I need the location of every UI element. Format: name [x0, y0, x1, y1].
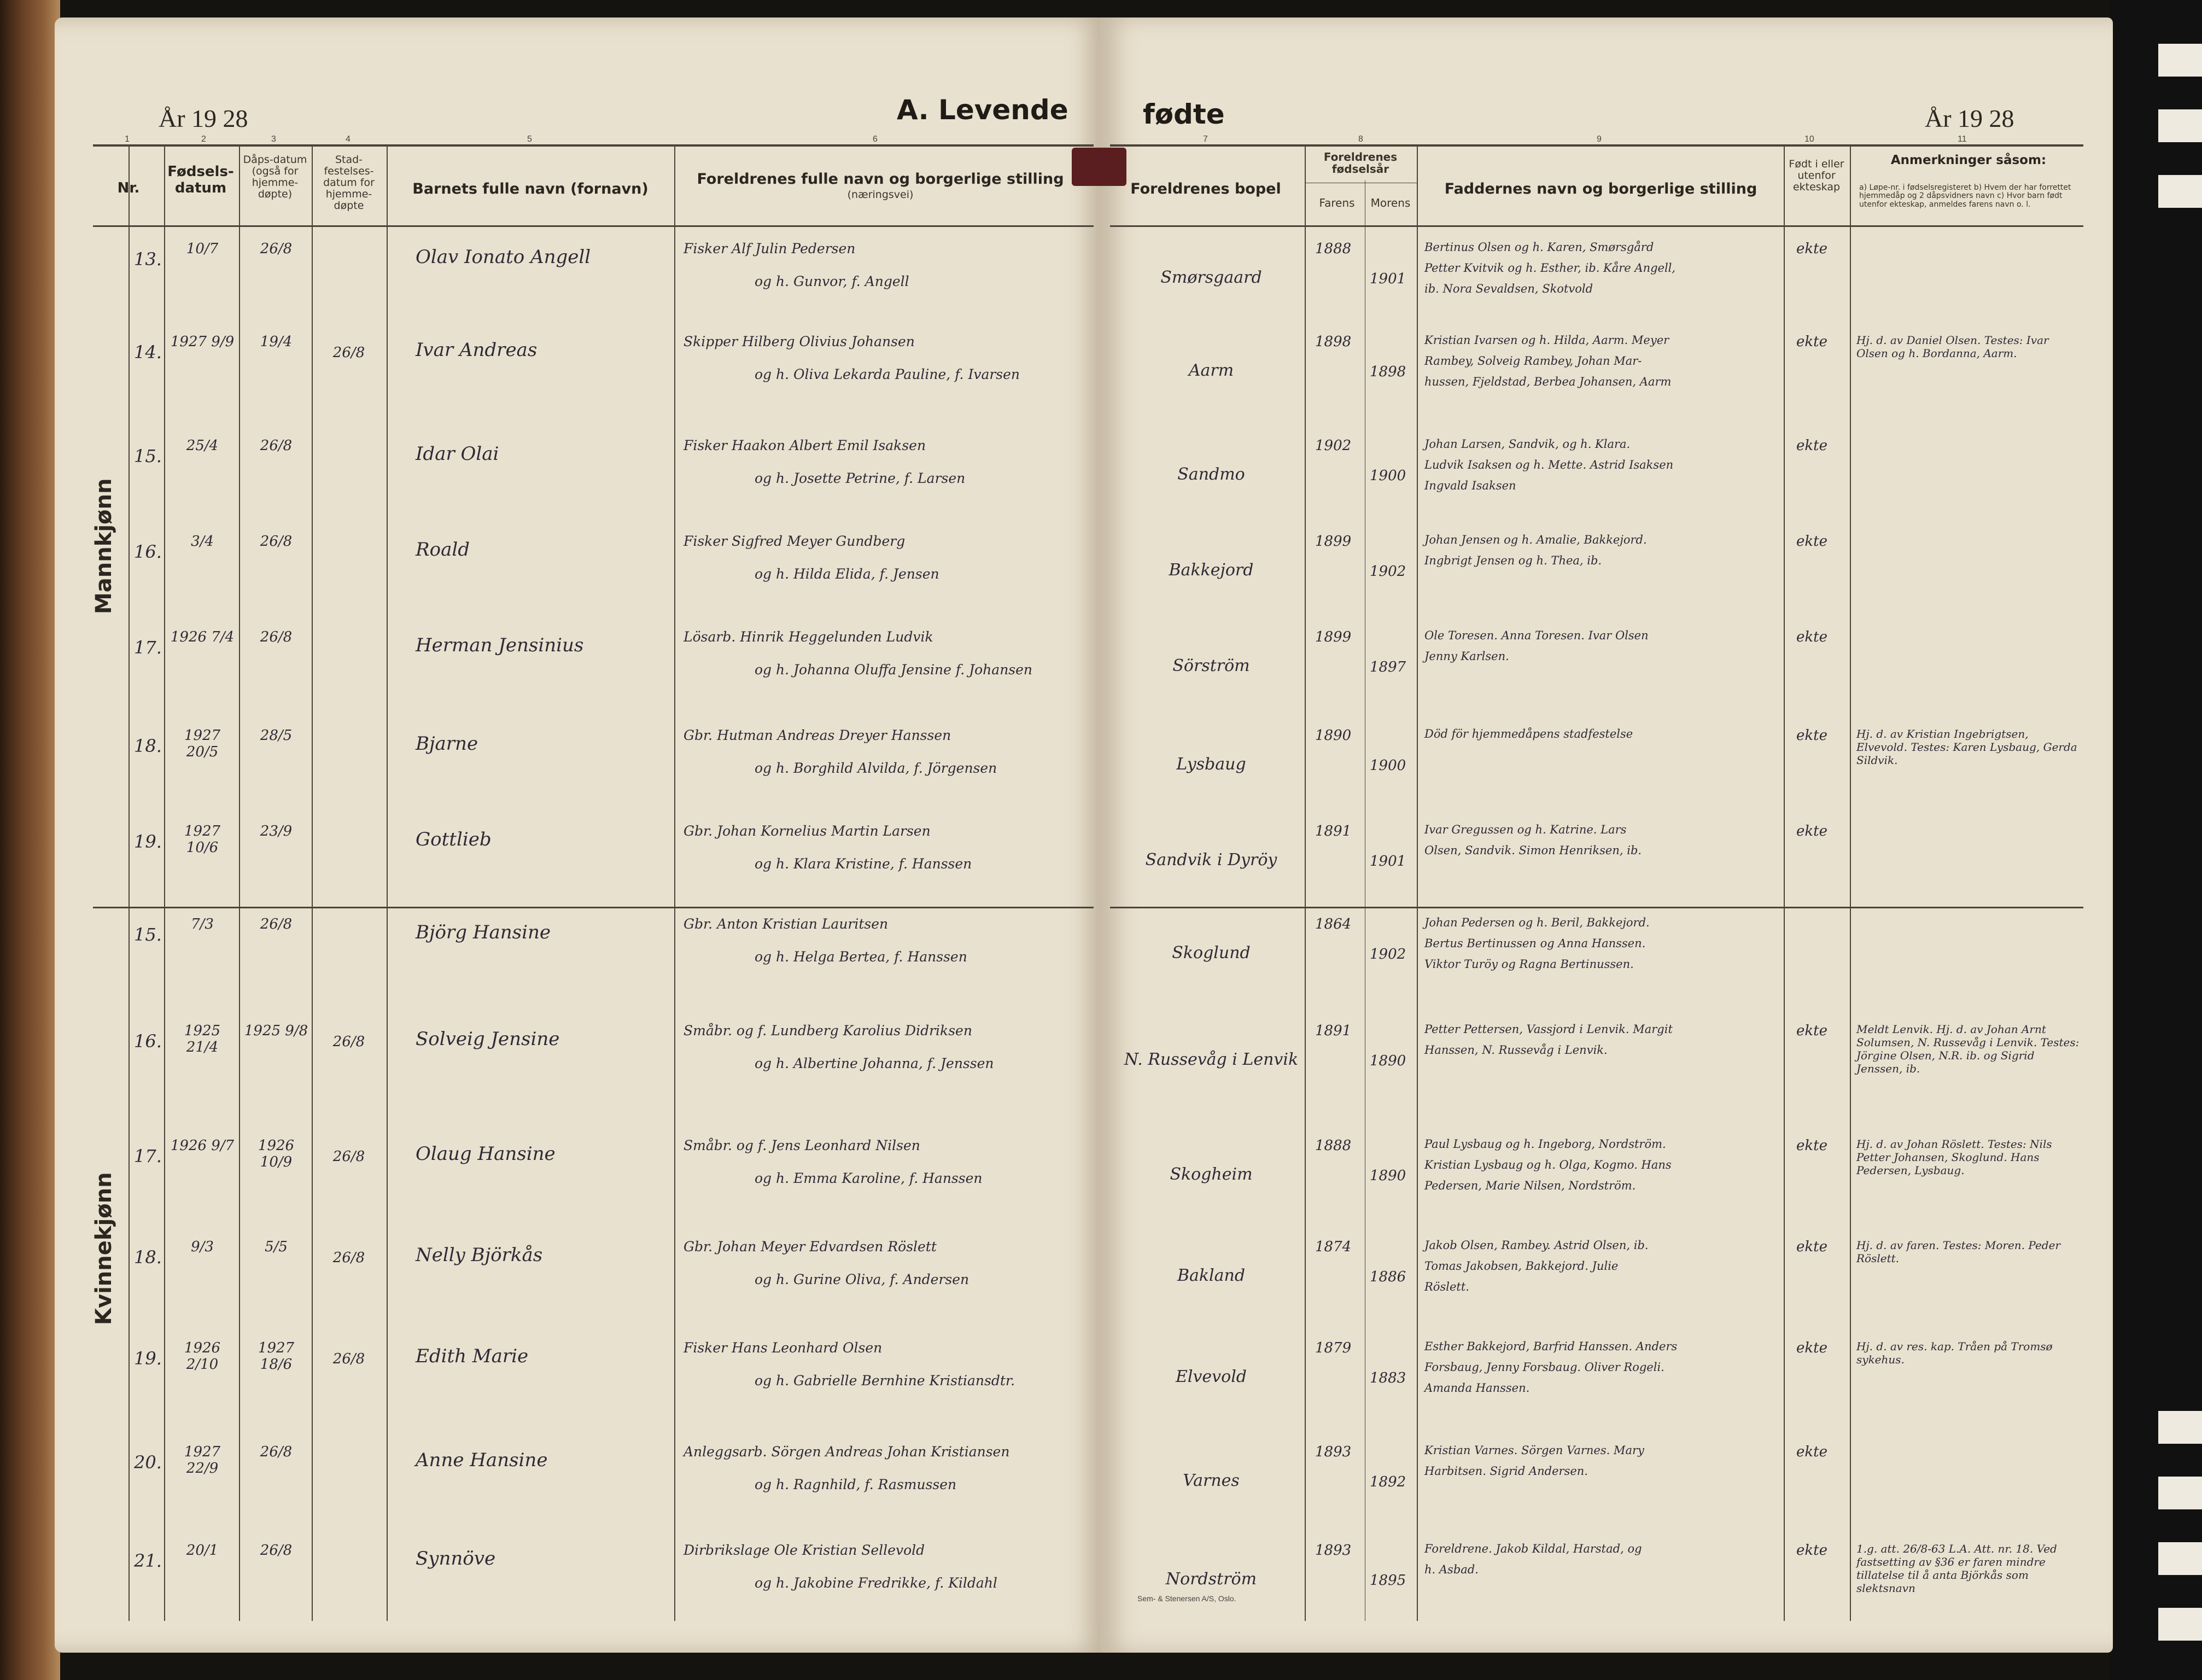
- year-left: År 19 28: [159, 104, 248, 132]
- parents-line-1: Skipper Hilberg Olivius Johansen: [684, 334, 915, 349]
- entry-number: 17.: [134, 637, 162, 658]
- child-name: Olaug Hansine: [416, 1143, 556, 1165]
- confirmation-date: 26/8: [332, 1250, 365, 1266]
- sponsors-line-3: hussen, Fjeldstad, Berbea Johansen, Aarm: [1424, 375, 1672, 388]
- header-parents-sub: (næringsvei): [847, 189, 914, 201]
- birth-date: 3/4: [191, 533, 214, 550]
- parents-line-2: og h. Ragnhild, f. Rasmussen: [755, 1477, 957, 1492]
- sponsors-line-1: Kristian Ivarsen og h. Hilda, Aarm. Meyer: [1424, 334, 1669, 347]
- confirmation-date: 26/8: [332, 345, 365, 361]
- residence: Varnes: [1183, 1471, 1240, 1490]
- sponsors-line-2: h. Asbad.: [1424, 1563, 1479, 1576]
- mother-birthyear: 1898: [1370, 364, 1406, 380]
- baptism-date: 23/9: [260, 823, 293, 839]
- colnum: 2: [201, 135, 206, 144]
- sponsors-line-2: Harbitsen. Sigrid Andersen.: [1424, 1465, 1588, 1478]
- mother-birthyear: 1890: [1370, 1053, 1406, 1069]
- section-female: Kvinnekjønn: [91, 1172, 116, 1325]
- remarks: Hj. d. av Daniel Olsen. Testes: Ivar Olsen og h. Bordanna, Aarm.: [1856, 334, 2049, 360]
- entry-number: 16.: [134, 541, 162, 562]
- parents-line-2: og h. Jakobine Fredrikke, f. Kildahl: [755, 1575, 997, 1591]
- mother-birthyear: 1892: [1370, 1474, 1406, 1490]
- baptism-date: 26/8: [260, 916, 293, 932]
- header-parents: Foreldrenes fulle navn og borgerlige stilling: [697, 171, 1064, 188]
- entry-number: 20.: [134, 1452, 162, 1473]
- father-birthyear: 1890: [1315, 727, 1352, 744]
- remarks: Hj. d. av res. kap. Tråen på Tromsø sykehus.: [1856, 1340, 2053, 1366]
- sponsors-line-2: Rambey, Solveig Rambey, Johan Mar-: [1424, 354, 1642, 368]
- sponsors-line-1: Foreldrene. Jakob Kildal, Harstad, og: [1424, 1542, 1642, 1555]
- child-name: Roald: [416, 539, 470, 561]
- wedlock-status: ekte: [1796, 1023, 1827, 1039]
- parents-line-1: Fisker Sigfred Meyer Gundberg: [684, 533, 906, 549]
- sponsors-line-1: Petter Pettersen, Vassjord i Lenvik. Margit: [1424, 1023, 1673, 1036]
- baptism-date: 26/8: [260, 629, 293, 645]
- sponsors-line-2: Olsen, Sandvik. Simon Henriksen, ib.: [1424, 844, 1642, 857]
- sponsors-line-3: Viktor Turöy og Ragna Bertinussen.: [1424, 958, 1634, 971]
- entry-number: 13.: [134, 249, 162, 270]
- header-sponsors: Faddernes navn og borgerlige stilling: [1444, 180, 1757, 197]
- baptism-date: 26/8: [260, 241, 293, 257]
- sponsors-line-1: Paul Lysbaug og h. Ingeborg, Nordström.: [1424, 1138, 1666, 1151]
- birth-date: 1925 21/4: [184, 1023, 221, 1055]
- sponsors-line-3: ib. Nora Sevaldsen, Skotvold: [1424, 282, 1593, 295]
- baptism-date: 26/8: [260, 438, 293, 454]
- colnum: 5: [527, 135, 532, 144]
- parents-line-1: Småbr. og f. Lundberg Karolius Didriksen: [684, 1023, 972, 1039]
- mother-birthyear: 1897: [1370, 659, 1406, 675]
- remarks: Hj. d. av Kristian Ingebrigtsen, Elvevold. Testes: Karen Lysbaug, Gerda Sildvik.: [1856, 727, 2077, 767]
- header-residence: Foreldrenes bopel: [1130, 180, 1281, 197]
- father-birthyear: 1891: [1315, 823, 1352, 839]
- birth-date: 10/7: [186, 241, 219, 257]
- parents-line-2: og h. Hilda Elida, f. Jensen: [755, 566, 939, 582]
- father-birthyear: 1864: [1315, 916, 1352, 932]
- header-birth: Fødsels-datum: [167, 164, 234, 196]
- father-birthyear: 1874: [1315, 1239, 1352, 1255]
- parents-line-1: Gbr. Johan Kornelius Martin Larsen: [684, 823, 931, 839]
- entry-number: 21.: [134, 1550, 162, 1571]
- parents-line-1: Fisker Hans Leonhard Olsen: [684, 1340, 883, 1356]
- entry-number: 15.: [134, 924, 162, 945]
- sponsors-line-2: Tomas Jakobsen, Bakkejord. Julie: [1424, 1259, 1619, 1273]
- sponsors-line-3: Amanda Hanssen.: [1424, 1381, 1530, 1395]
- header-wedlock: Født i eller utenfor ekteskap: [1789, 158, 1844, 193]
- confirmation-date: 26/8: [332, 1351, 365, 1367]
- parents-line-2: og h. Gunvor, f. Angell: [755, 273, 909, 289]
- header-child: Barnets fulle navn (fornavn): [412, 180, 649, 197]
- parents-line-1: Anleggsarb. Sörgen Andreas Johan Kristiansen: [684, 1444, 1010, 1460]
- sponsors-line-2: Ingbrigt Jensen og h. Thea, ib.: [1424, 554, 1602, 567]
- residence: Skoglund: [1172, 943, 1251, 962]
- father-birthyear: 1888: [1315, 1138, 1352, 1154]
- sponsors-line-1: Ole Toresen. Anna Toresen. Ivar Olsen: [1424, 629, 1649, 642]
- child-name: Björg Hansine: [416, 921, 551, 943]
- wedlock-status: ekte: [1796, 727, 1827, 744]
- child-name: Gottlieb: [416, 829, 492, 850]
- residence: Sandvik i Dyröy: [1145, 850, 1277, 870]
- parents-line-2: og h. Gabrielle Bernhine Kristiansdtr.: [755, 1373, 1015, 1389]
- parents-line-1: Gbr. Anton Kristian Lauritsen: [684, 916, 889, 932]
- parents-line-2: og h. Emma Karoline, f. Hanssen: [755, 1170, 983, 1186]
- birth-date: 1927 20/5: [184, 727, 221, 760]
- printer-imprint: Sem- & Stenersen A/S, Oslo.: [1137, 1594, 1236, 1603]
- parents-line-1: Småbr. og f. Jens Leonhard Nilsen: [684, 1138, 920, 1153]
- father-birthyear: 1893: [1315, 1444, 1352, 1460]
- remarks: Hj. d. av faren. Testes: Moren. Peder Röslett.: [1856, 1239, 2060, 1265]
- entry-number: 14.: [134, 342, 162, 363]
- residence: Elvevold: [1175, 1367, 1247, 1386]
- header-baptism: Dåps-datum (også for hjemme-døpte): [243, 154, 307, 200]
- baptism-date: 19/4: [260, 334, 293, 350]
- wedlock-status: ekte: [1796, 241, 1827, 257]
- father-birthyear: 1898: [1315, 334, 1352, 350]
- colnum: 9: [1597, 135, 1602, 144]
- mother-birthyear: 1901: [1370, 853, 1406, 870]
- title-right: fødte: [1143, 98, 1225, 130]
- remarks: Hj. d. av Johan Röslett. Testes: Nils Petter Johansen, Skoglund. Hans Pedersen, Lysbaug.: [1856, 1138, 2052, 1177]
- birth-date: 7/3: [191, 916, 214, 932]
- mother-birthyear: 1902: [1370, 563, 1406, 580]
- sponsors-line-3: Röslett.: [1424, 1280, 1469, 1293]
- colnum: 1: [125, 135, 130, 144]
- baptism-date: 26/8: [260, 1542, 293, 1559]
- sponsors-line-1: Johan Jensen og h. Amalie, Bakkejord.: [1424, 533, 1647, 546]
- header-remarks: Anmerkninger såsom:: [1890, 153, 2047, 167]
- sponsors-line-2: Bertus Bertinussen og Anna Hanssen.: [1424, 937, 1646, 950]
- residence: Aarm: [1188, 361, 1234, 380]
- residence: Lysbaug: [1176, 755, 1246, 774]
- sponsors-line-1: Johan Larsen, Sandvik, og h. Klara.: [1424, 438, 1631, 451]
- birth-date: 9/3: [191, 1239, 214, 1255]
- wedlock-status: ekte: [1796, 823, 1827, 839]
- parents-line-1: Gbr. Johan Meyer Edvardsen Röslett: [684, 1239, 937, 1255]
- residence: Skogheim: [1170, 1165, 1253, 1184]
- child-name: Idar Olai: [416, 443, 499, 465]
- wedlock-status: ekte: [1796, 629, 1827, 645]
- parents-line-2: og h. Gurine Oliva, f. Andersen: [755, 1271, 969, 1287]
- sponsors-line-3: Ingvald Isaksen: [1424, 479, 1516, 492]
- baptism-date: 1925 9/8: [244, 1023, 308, 1039]
- residence: N. Russevåg i Lenvik: [1124, 1050, 1299, 1069]
- child-name: Olav Ionato Angell: [416, 246, 591, 268]
- child-name: Synnöve: [416, 1548, 496, 1570]
- father-birthyear: 1888: [1315, 241, 1352, 257]
- sponsors-line-1: Ivar Gregussen og h. Katrine. Lars: [1424, 823, 1627, 836]
- parents-line-2: og h. Johanna Oluffa Jensine f. Johansen: [755, 662, 1033, 678]
- baptism-date: 26/8: [260, 533, 293, 550]
- birth-date: 1926 2/10: [184, 1340, 221, 1373]
- parents-line-2: og h. Josette Petrine, f. Larsen: [755, 470, 966, 486]
- parents-line-2: og h. Klara Kristine, f. Hanssen: [755, 856, 972, 872]
- mother-birthyear: 1886: [1370, 1269, 1406, 1285]
- father-birthyear: 1891: [1315, 1023, 1352, 1039]
- child-name: Bjarne: [416, 733, 478, 755]
- year-right: År 19 28: [1925, 104, 2014, 132]
- wedlock-status: ekte: [1796, 1239, 1827, 1255]
- entry-number: 16.: [134, 1031, 162, 1052]
- sponsors-line-1: Esther Bakkejord, Barfrid Hanssen. Anders: [1424, 1340, 1678, 1353]
- sponsors-line-1: Död för hjemmedåpens stadfestelse: [1424, 727, 1633, 740]
- section-male: Mannkjønn: [91, 478, 116, 614]
- child-name: Anne Hansine: [416, 1449, 548, 1471]
- entry-number: 18.: [134, 736, 162, 756]
- sponsors-line-1: Bertinus Olsen og h. Karen, Smørsgård: [1424, 241, 1654, 254]
- child-name: Herman Jensinius: [416, 634, 584, 656]
- child-name: Edith Marie: [416, 1345, 529, 1367]
- sponsors-line-2: Forsbaug, Jenny Forsbaug. Oliver Rogeli.: [1424, 1361, 1664, 1374]
- mother-birthyear: 1900: [1370, 757, 1406, 774]
- birth-date: 20/1: [186, 1542, 219, 1559]
- header-remarks-sub: a) Løpe-nr. i fødselsregisteret b) Hvem der har forrettet hjemmedåp og 2 dåpsvidners navn c) Hvor barn født utenfor ekteskap, anmeldes farens navn o. l.: [1859, 183, 2071, 209]
- sponsors-line-1: Jakob Olsen, Rambey. Astrid Olsen, ib.: [1424, 1239, 1649, 1252]
- wedlock-status: ekte: [1796, 334, 1827, 350]
- mother-birthyear: 1890: [1370, 1168, 1406, 1184]
- residence: Nordström: [1165, 1570, 1257, 1589]
- entry-number: 15.: [134, 446, 162, 466]
- wedlock-status: ekte: [1796, 1542, 1827, 1559]
- entry-number: 19.: [134, 831, 162, 852]
- residence: Bakkejord: [1169, 561, 1254, 580]
- mother-birthyear: 1901: [1370, 271, 1406, 287]
- parents-line-2: og h. Albertine Johanna, f. Jenssen: [755, 1055, 994, 1071]
- confirmation-date: 26/8: [332, 1148, 365, 1165]
- header-mother: Morens: [1370, 196, 1411, 209]
- parents-line-1: Lösarb. Hinrik Heggelunden Ludvik: [684, 629, 933, 645]
- child-name: Solveig Jensine: [416, 1028, 560, 1050]
- header-confirm: Stad-festelses-datum for hjemme-døpte: [323, 154, 375, 212]
- child-name: Nelly Björkås: [416, 1244, 543, 1266]
- mother-birthyear: 1895: [1370, 1572, 1406, 1589]
- colnum: 6: [873, 135, 878, 144]
- book-cover-edge: [0, 0, 60, 1680]
- parents-line-2: og h. Oliva Lekarda Pauline, f. Ivarsen: [755, 366, 1020, 382]
- mother-birthyear: 1902: [1370, 946, 1406, 962]
- mother-birthyear: 1883: [1370, 1370, 1406, 1386]
- colnum: 11: [1958, 135, 1967, 144]
- father-birthyear: 1902: [1315, 438, 1352, 454]
- parents-line-1: Fisker Haakon Albert Emil Isaksen: [684, 438, 926, 453]
- entry-number: 19.: [134, 1348, 162, 1369]
- parents-line-1: Fisker Alf Julin Pedersen: [684, 241, 856, 256]
- sponsors-line-2: Jenny Karlsen.: [1424, 650, 1509, 663]
- header-father: Farens: [1319, 196, 1355, 209]
- header-birthyear: Foreldrenes fødselsår: [1323, 150, 1398, 176]
- birth-date: 1926 7/4: [170, 629, 235, 645]
- sponsors-line-1: Johan Pedersen og h. Beril, Bakkejord.: [1424, 916, 1650, 929]
- birth-date: 1927 10/6: [184, 823, 221, 856]
- parents-line-2: og h. Borghild Alvilda, f. Jörgensen: [755, 760, 997, 776]
- scan-border: [2109, 0, 2202, 1680]
- entry-number: 18.: [134, 1247, 162, 1268]
- colnum: 7: [1203, 135, 1208, 144]
- baptism-date: 1927 18/6: [258, 1340, 295, 1373]
- colnum: 10: [1804, 135, 1814, 144]
- birth-date: 25/4: [186, 438, 219, 454]
- header-nr: Nr.: [117, 180, 140, 196]
- colnum: 8: [1358, 135, 1363, 144]
- sponsors-line-3: Pedersen, Marie Nilsen, Nordström.: [1424, 1179, 1636, 1192]
- residence: Sandmo: [1177, 465, 1245, 484]
- wedlock-status: ekte: [1796, 533, 1827, 550]
- colnum: 4: [346, 135, 351, 144]
- baptism-date: 1926 10/9: [258, 1138, 295, 1170]
- wedlock-status: ekte: [1796, 1444, 1827, 1460]
- father-birthyear: 1899: [1315, 629, 1352, 645]
- father-birthyear: 1899: [1315, 533, 1352, 550]
- parents-line-1: Gbr. Hutman Andreas Dreyer Hanssen: [684, 727, 951, 743]
- residence: Smørsgaard: [1160, 268, 1262, 287]
- sponsors-line-2: Hanssen, N. Russevåg i Lenvik.: [1424, 1043, 1608, 1057]
- birth-date: 1926 9/7: [170, 1138, 235, 1154]
- remarks: 1.g. att. 26/8-63 L.A. Att. nr. 18. Ved fastsetting av §36 er faren mindre tillatelse til å anta Björkås som slektsnavn: [1856, 1542, 2057, 1595]
- sponsors-line-2: Ludvik Isaksen og h. Mette. Astrid Isaksen: [1424, 458, 1674, 471]
- wedlock-status: ekte: [1796, 1340, 1827, 1356]
- mother-birthyear: 1900: [1370, 468, 1406, 484]
- sponsors-line-1: Kristian Varnes. Sörgen Varnes. Mary: [1424, 1444, 1644, 1457]
- parents-line-1: Dirbrikslage Ole Kristian Sellevold: [684, 1542, 925, 1558]
- title-left: A. Levende: [897, 94, 1068, 126]
- baptism-date: 26/8: [260, 1444, 293, 1460]
- confirmation-date: 26/8: [332, 1034, 365, 1050]
- father-birthyear: 1893: [1315, 1542, 1352, 1559]
- remarks: Meldt Lenvik. Hj. d. av Johan Arnt Solumsen, N. Russevåg i Lenvik. Testes: Jörgine Olsen, N.R. ib. og Sigrid Jenssen, ib.: [1856, 1023, 2080, 1075]
- child-name: Ivar Andreas: [416, 339, 538, 361]
- birth-date: 1927 9/9: [170, 334, 235, 350]
- sponsors-line-2: Kristian Lysbaug og h. Olga, Kogmo. Hans: [1424, 1158, 1672, 1171]
- parents-line-2: og h. Helga Bertea, f. Hanssen: [755, 949, 967, 965]
- sponsors-line-2: Petter Kvitvik og h. Esther, ib. Kåre Angell,: [1424, 261, 1676, 275]
- colnum: 3: [271, 135, 276, 144]
- baptism-date: 5/5: [265, 1239, 288, 1255]
- residence: Bakland: [1177, 1266, 1246, 1285]
- birth-date: 1927 22/9: [184, 1444, 221, 1477]
- wedlock-status: ekte: [1796, 438, 1827, 454]
- father-birthyear: 1879: [1315, 1340, 1352, 1356]
- baptism-date: 28/5: [260, 727, 293, 744]
- wedlock-status: ekte: [1796, 1138, 1827, 1154]
- entry-number: 17.: [134, 1146, 162, 1166]
- residence: Sörström: [1172, 656, 1250, 675]
